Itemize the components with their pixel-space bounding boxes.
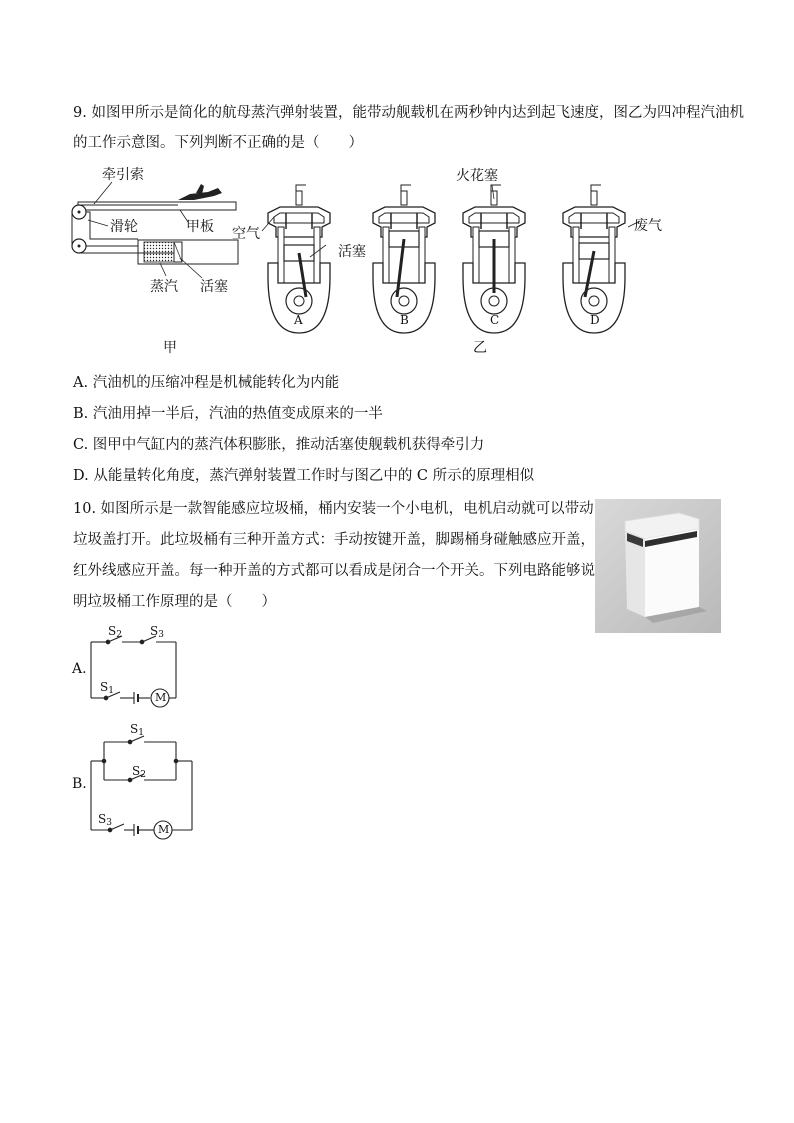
- q10-stem-line1: 10. 如图所示是一款智能感应垃圾桶，桶内安装一个小电机，电机启动就可以带动: [73, 501, 594, 517]
- label-kongqi: 空气: [232, 226, 260, 242]
- label-huohuasai: 火花塞: [456, 168, 498, 184]
- circuit-a-s2: $S_2$: [108, 624, 122, 640]
- label-huosai-jia: 活塞: [200, 279, 228, 295]
- label-huosai-yi: 活塞: [338, 244, 366, 260]
- circuit-b: [88, 718, 198, 844]
- q9-option-b: B. 汽油用掉一半后，汽油的热值变成原来的一半: [73, 406, 383, 422]
- circuit-a: [88, 622, 198, 714]
- circuit-b-motor: M: [158, 823, 170, 836]
- circuit-a-s3: $S_3$: [150, 624, 164, 640]
- label-feiqi: 废气: [634, 218, 662, 234]
- engine-diagrams: [230, 165, 670, 335]
- label-qianyinsuo: 牵引索: [102, 167, 144, 183]
- circuit-a-motor: M: [155, 691, 167, 704]
- q9-option-d: D. 从能量转化角度，蒸汽弹射装置工作时与图乙中的 C 所示的原理相似: [73, 468, 535, 484]
- engine-label-c: C: [490, 313, 500, 327]
- q10-option-a-label: A.: [72, 661, 87, 677]
- figure-yi: [230, 165, 670, 335]
- q10-stem-line4: 明垃圾桶工作原理的是（ ）: [73, 594, 276, 610]
- q9-stem-line2: 的工作示意图。下列判断不正确的是（ ）: [73, 135, 363, 151]
- q10-option-b-label: B.: [72, 776, 87, 792]
- engine-label-d: D: [590, 313, 600, 327]
- q10-stem-line3: 红外线感应开盖。每一种开盖的方式都可以看成是闭合一个开关。下列电路能够说: [73, 563, 595, 579]
- trash-can-photo: [595, 499, 721, 633]
- label-hualun: 滑轮: [110, 219, 138, 235]
- circuit-b-s2: $S_2$: [132, 764, 146, 780]
- engine-label-a: A: [294, 313, 303, 327]
- label-jiaban: 甲板: [186, 219, 214, 235]
- circuit-b-s1: $S_1$: [130, 722, 144, 738]
- q9-option-a: A. 汽油机的压缩冲程是机械能转化为内能: [73, 375, 340, 391]
- figure-jia: [68, 160, 248, 310]
- engine-label-b: B: [400, 313, 409, 327]
- circuit-a-diagram: [88, 622, 198, 714]
- q9-option-c: C. 图甲中气缸内的蒸汽体积膨胀，推动活塞使舰载机获得牵引力: [73, 437, 485, 453]
- q9-stem-line1: 9. 如图甲所示是简化的航母蒸汽弹射装置，能带动舰载机在两秒钟内达到起飞速度，图乙为四冲程汽油机: [73, 105, 744, 121]
- circuit-b-s3: $S_3$: [98, 812, 112, 828]
- caption-yi: 乙: [473, 340, 487, 356]
- caption-jia: 甲: [163, 340, 177, 356]
- label-zhengqi: 蒸汽: [150, 279, 178, 295]
- trash-can-image: [595, 499, 721, 633]
- circuit-a-s1: $S_1$: [100, 680, 114, 696]
- q10-stem-line2: 垃圾盖打开。此垃圾桶有三种开盖方式：手动按键开盖，脚踢桶身碰触感应开盖，: [73, 532, 595, 548]
